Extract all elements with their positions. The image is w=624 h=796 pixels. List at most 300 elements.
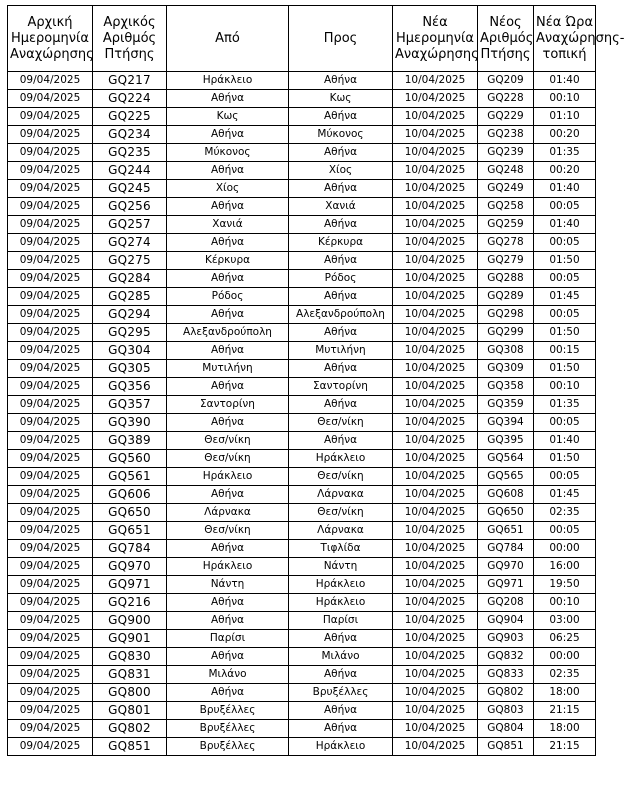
original-flight-cell: GQ235 — [93, 144, 167, 162]
new-date-cell: 10/04/2025 — [393, 396, 478, 414]
original-flight-cell: GQ802 — [93, 720, 167, 738]
from-cell: Αθήνα — [167, 486, 289, 504]
original-date-cell: 09/04/2025 — [8, 270, 93, 288]
new-time-cell: 18:00 — [534, 684, 596, 702]
new-flight-cell: GQ904 — [478, 612, 534, 630]
original-date-cell: 09/04/2025 — [8, 126, 93, 144]
new-date-cell: 10/04/2025 — [393, 108, 478, 126]
from-cell: Αθήνα — [167, 234, 289, 252]
original-date-cell: 09/04/2025 — [8, 306, 93, 324]
from-cell: Αθήνα — [167, 270, 289, 288]
header-to: Προς — [289, 6, 393, 72]
original-date-cell: 09/04/2025 — [8, 90, 93, 108]
new-date-cell: 10/04/2025 — [393, 378, 478, 396]
table-row — [8, 360, 596, 378]
original-date-cell: 09/04/2025 — [8, 432, 93, 450]
to-cell: Μύκονος — [289, 126, 393, 144]
table-row — [8, 90, 596, 108]
table-row — [8, 684, 596, 702]
new-flight-cell: GQ784 — [478, 540, 534, 558]
from-cell: Αθήνα — [167, 414, 289, 432]
new-flight-cell: GQ209 — [478, 72, 534, 90]
table-row — [8, 594, 596, 612]
original-date-cell: 09/04/2025 — [8, 378, 93, 396]
to-cell: Λάρνακα — [289, 486, 393, 504]
original-date-cell: 09/04/2025 — [8, 702, 93, 720]
from-cell: Θεσ/νίκη — [167, 450, 289, 468]
original-date-cell: 09/04/2025 — [8, 180, 93, 198]
original-flight-cell: GQ274 — [93, 234, 167, 252]
table-row — [8, 324, 596, 342]
table-row — [8, 342, 596, 360]
new-date-cell: 10/04/2025 — [393, 738, 478, 756]
original-flight-cell: GQ390 — [93, 414, 167, 432]
new-date-cell: 10/04/2025 — [393, 558, 478, 576]
new-date-cell: 10/04/2025 — [393, 72, 478, 90]
new-time-cell: 00:00 — [534, 648, 596, 666]
new-flight-cell: GQ803 — [478, 702, 534, 720]
table-row — [8, 198, 596, 216]
original-date-cell: 09/04/2025 — [8, 738, 93, 756]
new-time-cell: 06:25 — [534, 630, 596, 648]
to-cell: Ηράκλειο — [289, 594, 393, 612]
new-time-cell: 01:50 — [534, 324, 596, 342]
to-cell: Θεσ/νίκη — [289, 504, 393, 522]
original-date-cell: 09/04/2025 — [8, 414, 93, 432]
from-cell: Λάρνακα — [167, 504, 289, 522]
original-flight-cell: GQ971 — [93, 576, 167, 594]
original-date-cell: 09/04/2025 — [8, 396, 93, 414]
from-cell: Βρυξέλλες — [167, 738, 289, 756]
to-cell: Παρίσι — [289, 612, 393, 630]
to-cell: Χίος — [289, 162, 393, 180]
from-cell: Χανιά — [167, 216, 289, 234]
original-flight-cell: GQ225 — [93, 108, 167, 126]
new-date-cell: 10/04/2025 — [393, 612, 478, 630]
new-date-cell: 10/04/2025 — [393, 576, 478, 594]
original-flight-cell: GQ245 — [93, 180, 167, 198]
from-cell: Θεσ/νίκη — [167, 522, 289, 540]
new-time-cell: 01:50 — [534, 360, 596, 378]
to-cell: Μιλάνο — [289, 648, 393, 666]
new-date-cell: 10/04/2025 — [393, 144, 478, 162]
original-date-cell: 09/04/2025 — [8, 324, 93, 342]
table-row — [8, 270, 596, 288]
new-flight-cell: GQ970 — [478, 558, 534, 576]
original-flight-cell: GQ275 — [93, 252, 167, 270]
new-time-cell: 00:05 — [534, 414, 596, 432]
from-cell: Χίος — [167, 180, 289, 198]
new-time-cell: 00:15 — [534, 342, 596, 360]
new-flight-cell: GQ289 — [478, 288, 534, 306]
original-date-cell: 09/04/2025 — [8, 630, 93, 648]
new-flight-cell: GQ248 — [478, 162, 534, 180]
new-time-cell: 02:35 — [534, 666, 596, 684]
new-flight-cell: GQ239 — [478, 144, 534, 162]
new-time-cell: 16:00 — [534, 558, 596, 576]
new-date-cell: 10/04/2025 — [393, 306, 478, 324]
original-flight-cell: GQ801 — [93, 702, 167, 720]
original-flight-cell: GQ606 — [93, 486, 167, 504]
new-time-cell: 00:10 — [534, 378, 596, 396]
from-cell: Βρυξέλλες — [167, 720, 289, 738]
table-row — [8, 144, 596, 162]
original-flight-cell: GQ295 — [93, 324, 167, 342]
original-flight-cell: GQ800 — [93, 684, 167, 702]
from-cell: Θεσ/νίκη — [167, 432, 289, 450]
from-cell: Αθήνα — [167, 594, 289, 612]
new-flight-cell: GQ279 — [478, 252, 534, 270]
new-time-cell: 01:10 — [534, 108, 596, 126]
to-cell: Αθήνα — [289, 180, 393, 198]
new-flight-cell: GQ288 — [478, 270, 534, 288]
original-flight-cell: GQ784 — [93, 540, 167, 558]
original-flight-cell: GQ356 — [93, 378, 167, 396]
table-row — [8, 612, 596, 630]
new-time-cell: 00:10 — [534, 90, 596, 108]
new-time-cell: 01:40 — [534, 216, 596, 234]
original-date-cell: 09/04/2025 — [8, 540, 93, 558]
original-flight-cell: GQ357 — [93, 396, 167, 414]
from-cell: Αλεξανδρούπολη — [167, 324, 289, 342]
to-cell: Θεσ/νίκη — [289, 468, 393, 486]
original-date-cell: 09/04/2025 — [8, 144, 93, 162]
original-flight-cell: GQ651 — [93, 522, 167, 540]
table-row — [8, 378, 596, 396]
to-cell: Αλεξανδρούπολη — [289, 306, 393, 324]
new-date-cell: 10/04/2025 — [393, 702, 478, 720]
original-flight-cell: GQ216 — [93, 594, 167, 612]
new-time-cell: 00:05 — [534, 306, 596, 324]
new-flight-cell: GQ309 — [478, 360, 534, 378]
new-flight-cell: GQ650 — [478, 504, 534, 522]
to-cell: Αθήνα — [289, 216, 393, 234]
table-row — [8, 540, 596, 558]
to-cell: Σαντορίνη — [289, 378, 393, 396]
to-cell: Αθήνα — [289, 360, 393, 378]
original-flight-cell: GQ901 — [93, 630, 167, 648]
new-time-cell: 01:40 — [534, 180, 596, 198]
to-cell: Αθήνα — [289, 720, 393, 738]
new-flight-cell: GQ278 — [478, 234, 534, 252]
from-cell: Βρυξέλλες — [167, 702, 289, 720]
new-flight-cell: GQ358 — [478, 378, 534, 396]
table-row — [8, 414, 596, 432]
from-cell: Αθήνα — [167, 612, 289, 630]
header-original-departure-date: Αρχική Ημερομηνία Αναχώρησης — [8, 6, 93, 72]
new-time-cell: 21:15 — [534, 702, 596, 720]
new-date-cell: 10/04/2025 — [393, 486, 478, 504]
new-date-cell: 10/04/2025 — [393, 630, 478, 648]
original-flight-cell: GQ224 — [93, 90, 167, 108]
new-date-cell: 10/04/2025 — [393, 342, 478, 360]
original-date-cell: 09/04/2025 — [8, 486, 93, 504]
new-date-cell: 10/04/2025 — [393, 90, 478, 108]
from-cell: Νάντη — [167, 576, 289, 594]
new-date-cell: 10/04/2025 — [393, 450, 478, 468]
from-cell: Αθήνα — [167, 342, 289, 360]
original-flight-cell: GQ217 — [93, 72, 167, 90]
table-row — [8, 162, 596, 180]
from-cell: Ρόδος — [167, 288, 289, 306]
new-date-cell: 10/04/2025 — [393, 468, 478, 486]
new-flight-cell: GQ299 — [478, 324, 534, 342]
original-date-cell: 09/04/2025 — [8, 612, 93, 630]
from-cell: Αθήνα — [167, 648, 289, 666]
new-date-cell: 10/04/2025 — [393, 360, 478, 378]
original-flight-cell: GQ851 — [93, 738, 167, 756]
new-time-cell: 00:10 — [534, 594, 596, 612]
new-flight-cell: GQ259 — [478, 216, 534, 234]
new-time-cell: 00:05 — [534, 522, 596, 540]
from-cell: Σαντορίνη — [167, 396, 289, 414]
new-flight-cell: GQ802 — [478, 684, 534, 702]
from-cell: Κως — [167, 108, 289, 126]
table-row — [8, 648, 596, 666]
new-flight-cell: GQ971 — [478, 576, 534, 594]
from-cell: Αθήνα — [167, 198, 289, 216]
to-cell: Αθήνα — [289, 288, 393, 306]
table-row — [8, 558, 596, 576]
original-date-cell: 09/04/2025 — [8, 342, 93, 360]
new-time-cell: 21:15 — [534, 738, 596, 756]
original-flight-cell: GQ284 — [93, 270, 167, 288]
new-date-cell: 10/04/2025 — [393, 180, 478, 198]
from-cell: Κέρκυρα — [167, 252, 289, 270]
new-flight-cell: GQ651 — [478, 522, 534, 540]
table-row — [8, 234, 596, 252]
original-date-cell: 09/04/2025 — [8, 252, 93, 270]
to-cell: Αθήνα — [289, 252, 393, 270]
new-time-cell: 00:20 — [534, 162, 596, 180]
new-date-cell: 10/04/2025 — [393, 504, 478, 522]
new-time-cell: 00:20 — [534, 126, 596, 144]
from-cell: Ηράκλειο — [167, 72, 289, 90]
original-flight-cell: GQ970 — [93, 558, 167, 576]
from-cell: Ηράκλειο — [167, 558, 289, 576]
new-flight-cell: GQ208 — [478, 594, 534, 612]
from-cell: Αθήνα — [167, 378, 289, 396]
to-cell: Αθήνα — [289, 144, 393, 162]
from-cell: Παρίσι — [167, 630, 289, 648]
original-flight-cell: GQ561 — [93, 468, 167, 486]
new-date-cell: 10/04/2025 — [393, 414, 478, 432]
original-flight-cell: GQ244 — [93, 162, 167, 180]
original-date-cell: 09/04/2025 — [8, 72, 93, 90]
new-date-cell: 10/04/2025 — [393, 666, 478, 684]
original-date-cell: 09/04/2025 — [8, 558, 93, 576]
new-flight-cell: GQ851 — [478, 738, 534, 756]
original-date-cell: 09/04/2025 — [8, 360, 93, 378]
original-date-cell: 09/04/2025 — [8, 450, 93, 468]
header-new-departure-date: Νέα Ημερομηνία Αναχώρησης — [393, 6, 478, 72]
table-row — [8, 702, 596, 720]
to-cell: Αθήνα — [289, 666, 393, 684]
to-cell: Θεσ/νίκη — [289, 414, 393, 432]
to-cell: Αθήνα — [289, 72, 393, 90]
table-row — [8, 108, 596, 126]
from-cell: Αθήνα — [167, 90, 289, 108]
new-flight-cell: GQ298 — [478, 306, 534, 324]
new-time-cell: 01:50 — [534, 450, 596, 468]
to-cell: Ηράκλειο — [289, 450, 393, 468]
new-date-cell: 10/04/2025 — [393, 252, 478, 270]
new-time-cell: 00:05 — [534, 270, 596, 288]
to-cell: Αθήνα — [289, 432, 393, 450]
from-cell: Ηράκλειο — [167, 468, 289, 486]
table-row — [8, 504, 596, 522]
from-cell: Αθήνα — [167, 306, 289, 324]
new-time-cell: 18:00 — [534, 720, 596, 738]
table-row — [8, 468, 596, 486]
new-flight-cell: GQ394 — [478, 414, 534, 432]
new-date-cell: 10/04/2025 — [393, 288, 478, 306]
from-cell: Μυτιλήνη — [167, 360, 289, 378]
new-flight-cell: GQ832 — [478, 648, 534, 666]
new-time-cell: 01:35 — [534, 396, 596, 414]
flight-changes-table-wrapper — [7, 5, 624, 756]
original-flight-cell: GQ285 — [93, 288, 167, 306]
original-date-cell: 09/04/2025 — [8, 162, 93, 180]
original-flight-cell: GQ257 — [93, 216, 167, 234]
new-time-cell: 00:05 — [534, 234, 596, 252]
new-date-cell: 10/04/2025 — [393, 684, 478, 702]
new-flight-cell: GQ903 — [478, 630, 534, 648]
from-cell: Μύκονος — [167, 144, 289, 162]
to-cell: Μυτιλήνη — [289, 342, 393, 360]
new-flight-cell: GQ804 — [478, 720, 534, 738]
original-date-cell: 09/04/2025 — [8, 108, 93, 126]
new-flight-cell: GQ258 — [478, 198, 534, 216]
from-cell: Αθήνα — [167, 684, 289, 702]
table-row — [8, 306, 596, 324]
new-time-cell: 00:05 — [534, 198, 596, 216]
new-time-cell: 01:40 — [534, 72, 596, 90]
table-row — [8, 738, 596, 756]
new-date-cell: 10/04/2025 — [393, 324, 478, 342]
table-row — [8, 666, 596, 684]
table-row — [8, 126, 596, 144]
header-original-flight-number: Αρχικός Αριθμός Πτήσης — [93, 6, 167, 72]
new-flight-cell: GQ565 — [478, 468, 534, 486]
from-cell: Αθήνα — [167, 540, 289, 558]
new-date-cell: 10/04/2025 — [393, 270, 478, 288]
table-row — [8, 576, 596, 594]
new-date-cell: 10/04/2025 — [393, 432, 478, 450]
new-time-cell: 00:00 — [534, 540, 596, 558]
table-body — [8, 72, 596, 756]
original-date-cell: 09/04/2025 — [8, 720, 93, 738]
table-row — [8, 522, 596, 540]
to-cell: Αθήνα — [289, 396, 393, 414]
table-row — [8, 216, 596, 234]
new-flight-cell: GQ249 — [478, 180, 534, 198]
to-cell: Ρόδος — [289, 270, 393, 288]
new-date-cell: 10/04/2025 — [393, 162, 478, 180]
to-cell: Χανιά — [289, 198, 393, 216]
table-row — [8, 432, 596, 450]
original-date-cell: 09/04/2025 — [8, 504, 93, 522]
original-flight-cell: GQ256 — [93, 198, 167, 216]
from-cell: Μιλάνο — [167, 666, 289, 684]
original-flight-cell: GQ294 — [93, 306, 167, 324]
to-cell: Ηράκλειο — [289, 576, 393, 594]
new-time-cell: 01:40 — [534, 432, 596, 450]
original-date-cell: 09/04/2025 — [8, 576, 93, 594]
new-flight-cell: GQ564 — [478, 450, 534, 468]
table-row — [8, 180, 596, 198]
to-cell: Αθήνα — [289, 702, 393, 720]
original-flight-cell: GQ900 — [93, 612, 167, 630]
to-cell: Αθήνα — [289, 630, 393, 648]
new-flight-cell: GQ229 — [478, 108, 534, 126]
to-cell: Τιφλίδα — [289, 540, 393, 558]
new-date-cell: 10/04/2025 — [393, 540, 478, 558]
table-row — [8, 450, 596, 468]
new-flight-cell: GQ833 — [478, 666, 534, 684]
table-row — [8, 720, 596, 738]
new-date-cell: 10/04/2025 — [393, 594, 478, 612]
table-row — [8, 486, 596, 504]
new-flight-cell: GQ308 — [478, 342, 534, 360]
header-new-departure-time: Νέα Ώρα Αναχώρησης-τοπική — [534, 6, 596, 72]
from-cell: Αθήνα — [167, 126, 289, 144]
new-flight-cell: GQ238 — [478, 126, 534, 144]
to-cell: Βρυξέλλες — [289, 684, 393, 702]
to-cell: Αθήνα — [289, 108, 393, 126]
to-cell: Κως — [289, 90, 393, 108]
new-time-cell: 01:35 — [534, 144, 596, 162]
new-time-cell: 19:50 — [534, 576, 596, 594]
new-flight-cell: GQ395 — [478, 432, 534, 450]
original-date-cell: 09/04/2025 — [8, 666, 93, 684]
new-date-cell: 10/04/2025 — [393, 216, 478, 234]
original-flight-cell: GQ650 — [93, 504, 167, 522]
original-date-cell: 09/04/2025 — [8, 288, 93, 306]
new-flight-cell: GQ228 — [478, 90, 534, 108]
new-time-cell: 02:35 — [534, 504, 596, 522]
original-date-cell: 09/04/2025 — [8, 198, 93, 216]
to-cell: Λάρνακα — [289, 522, 393, 540]
new-date-cell: 10/04/2025 — [393, 522, 478, 540]
table-row — [8, 630, 596, 648]
to-cell: Ηράκλειο — [289, 738, 393, 756]
original-flight-cell: GQ831 — [93, 666, 167, 684]
header-new-flight-number: Νέος Αριθμός Πτήσης — [478, 6, 534, 72]
new-time-cell: 00:05 — [534, 468, 596, 486]
new-flight-cell: GQ608 — [478, 486, 534, 504]
original-flight-cell: GQ389 — [93, 432, 167, 450]
original-date-cell: 09/04/2025 — [8, 234, 93, 252]
table-header-row — [8, 6, 596, 72]
flight-changes-table — [7, 5, 624, 756]
original-date-cell: 09/04/2025 — [8, 648, 93, 666]
to-cell: Νάντη — [289, 558, 393, 576]
header-from: Από — [167, 6, 289, 72]
new-date-cell: 10/04/2025 — [393, 126, 478, 144]
new-time-cell: 03:00 — [534, 612, 596, 630]
new-date-cell: 10/04/2025 — [393, 720, 478, 738]
original-date-cell: 09/04/2025 — [8, 594, 93, 612]
table-row — [8, 396, 596, 414]
original-date-cell: 09/04/2025 — [8, 216, 93, 234]
original-date-cell: 09/04/2025 — [8, 468, 93, 486]
new-flight-cell: GQ359 — [478, 396, 534, 414]
original-flight-cell: GQ830 — [93, 648, 167, 666]
table-row — [8, 252, 596, 270]
from-cell: Αθήνα — [167, 162, 289, 180]
original-date-cell: 09/04/2025 — [8, 684, 93, 702]
